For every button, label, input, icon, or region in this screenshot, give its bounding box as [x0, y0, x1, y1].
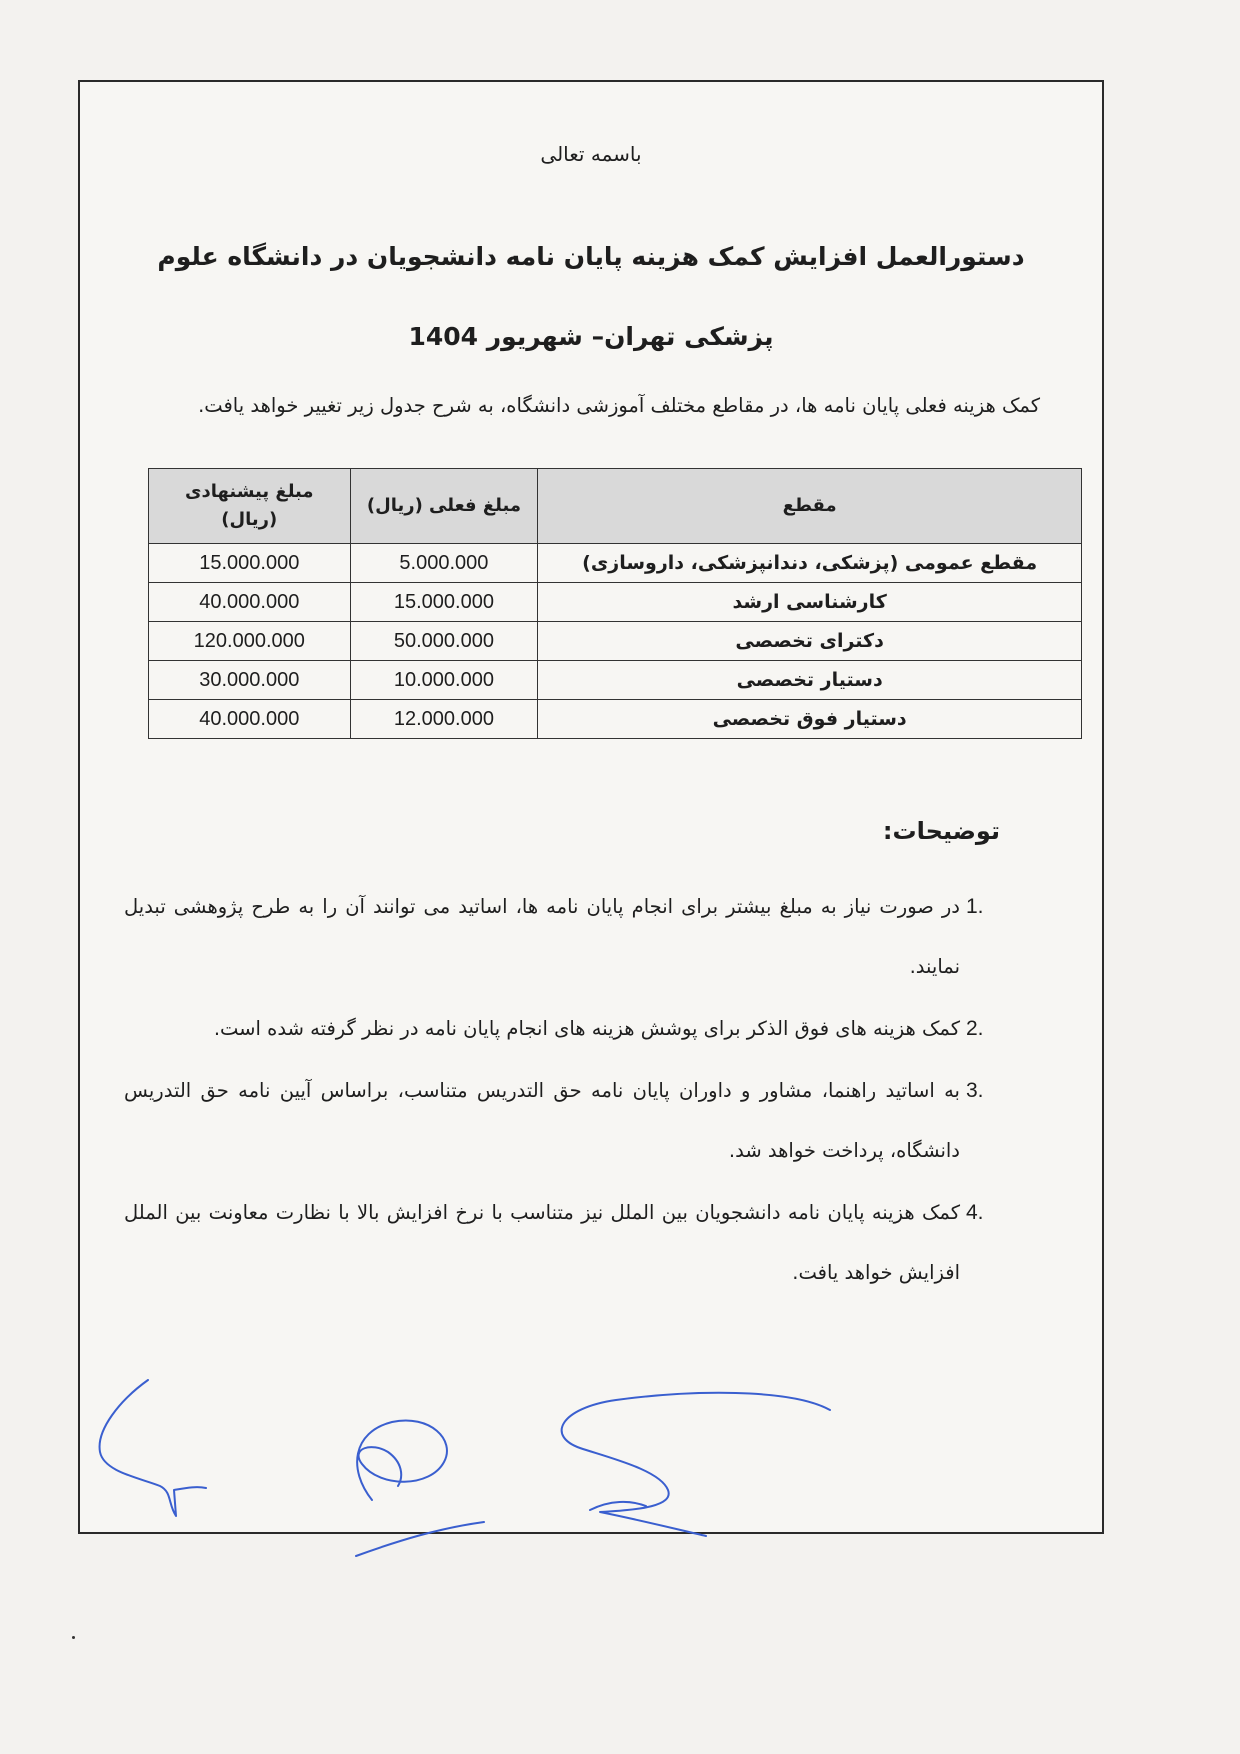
header-current-amount: مبلغ فعلی (ریال): [350, 469, 538, 544]
document-frame: [78, 80, 1104, 1534]
notes-heading: توضیحات:: [882, 817, 1000, 845]
note-text: کمک هزینه های فوق الذکر برای پوشش هزینه های انجام پایان نامه در نظر گرفته شده است.: [213, 1017, 960, 1040]
list-item: [124, 999, 1002, 1059]
note-text: در صورت نیاز به مبلغ بیشتر برای انجام پایان نامه ها، اساتید می توانند آن را به طرح پژوهشی تبدیل نمایند.: [124, 895, 960, 978]
table-row: [149, 700, 1082, 739]
rates-table-wrapper: [148, 468, 1082, 739]
cell-proposed: 40.000.000: [149, 583, 351, 622]
cell-proposed: 40.000.000: [149, 700, 351, 739]
cell-level: دستیار تخصصی: [538, 661, 1082, 700]
cell-level: دکترای تخصصی: [538, 622, 1082, 661]
table-row: [149, 544, 1082, 583]
table-row: [149, 622, 1082, 661]
cell-level: مقطع عمومی (پزشکی، دندانپزشکی، داروسازی): [538, 544, 1082, 583]
list-item: [124, 1061, 1002, 1181]
invocation-line: باسمه تعالی: [540, 142, 642, 166]
list-item: [124, 1183, 1002, 1303]
cell-current: 12.000.000: [350, 700, 538, 739]
note-number: 3.: [966, 1079, 984, 1102]
document-body: [80, 82, 1102, 1532]
cell-proposed: 120.000.000: [149, 622, 351, 661]
table-row: [149, 583, 1082, 622]
note-text: به اساتید راهنما، مشاور و داوران پایان نامه حق التدریس متناسب، براساس آیین نامه حق التدریس دانشگاه، پرداخت خواهد شد.: [124, 1079, 960, 1162]
document-title: دستورالعمل افزایش کمک هزینه پایان نامه دانشجویان در دانشگاه علوم پزشکی تهران– شهریور 1404: [157, 242, 1025, 351]
note-number: 2.: [966, 1017, 984, 1040]
cell-level: دستیار فوق تخصصی: [538, 700, 1082, 739]
header-proposed-amount: مبلغ پیشنهادی (ریال): [149, 469, 351, 544]
notes-list: [124, 877, 1002, 1305]
cell-current: 50.000.000: [350, 622, 538, 661]
cell-current: 10.000.000: [350, 661, 538, 700]
intro-paragraph: کمک هزینه فعلی پایان نامه ها، در مقاطع مختلف آموزشی دانشگاه، به شرح جدول زیر تغییر خواهد یافت.: [198, 394, 1040, 417]
note-text: کمک هزینه پایان نامه دانشجویان بین الملل نیز متناسب با نرخ افزایش بالا با نظارت معاونت بین الملل افزایش خواهد یافت.: [124, 1201, 960, 1284]
note-number: 4.: [966, 1201, 984, 1224]
scan-speck: [72, 1636, 75, 1639]
list-item: [124, 877, 1002, 997]
rates-table: [148, 468, 1082, 739]
cell-proposed: 30.000.000: [149, 661, 351, 700]
note-number: 1.: [966, 895, 984, 918]
cell-proposed: 15.000.000: [149, 544, 351, 583]
cell-current: 15.000.000: [350, 583, 538, 622]
header-level: مقطع: [538, 469, 1082, 544]
cell-level: کارشناسی ارشد: [538, 583, 1082, 622]
cell-current: 5.000.000: [350, 544, 538, 583]
table-row: [149, 661, 1082, 700]
table-header-row: [149, 469, 1082, 544]
